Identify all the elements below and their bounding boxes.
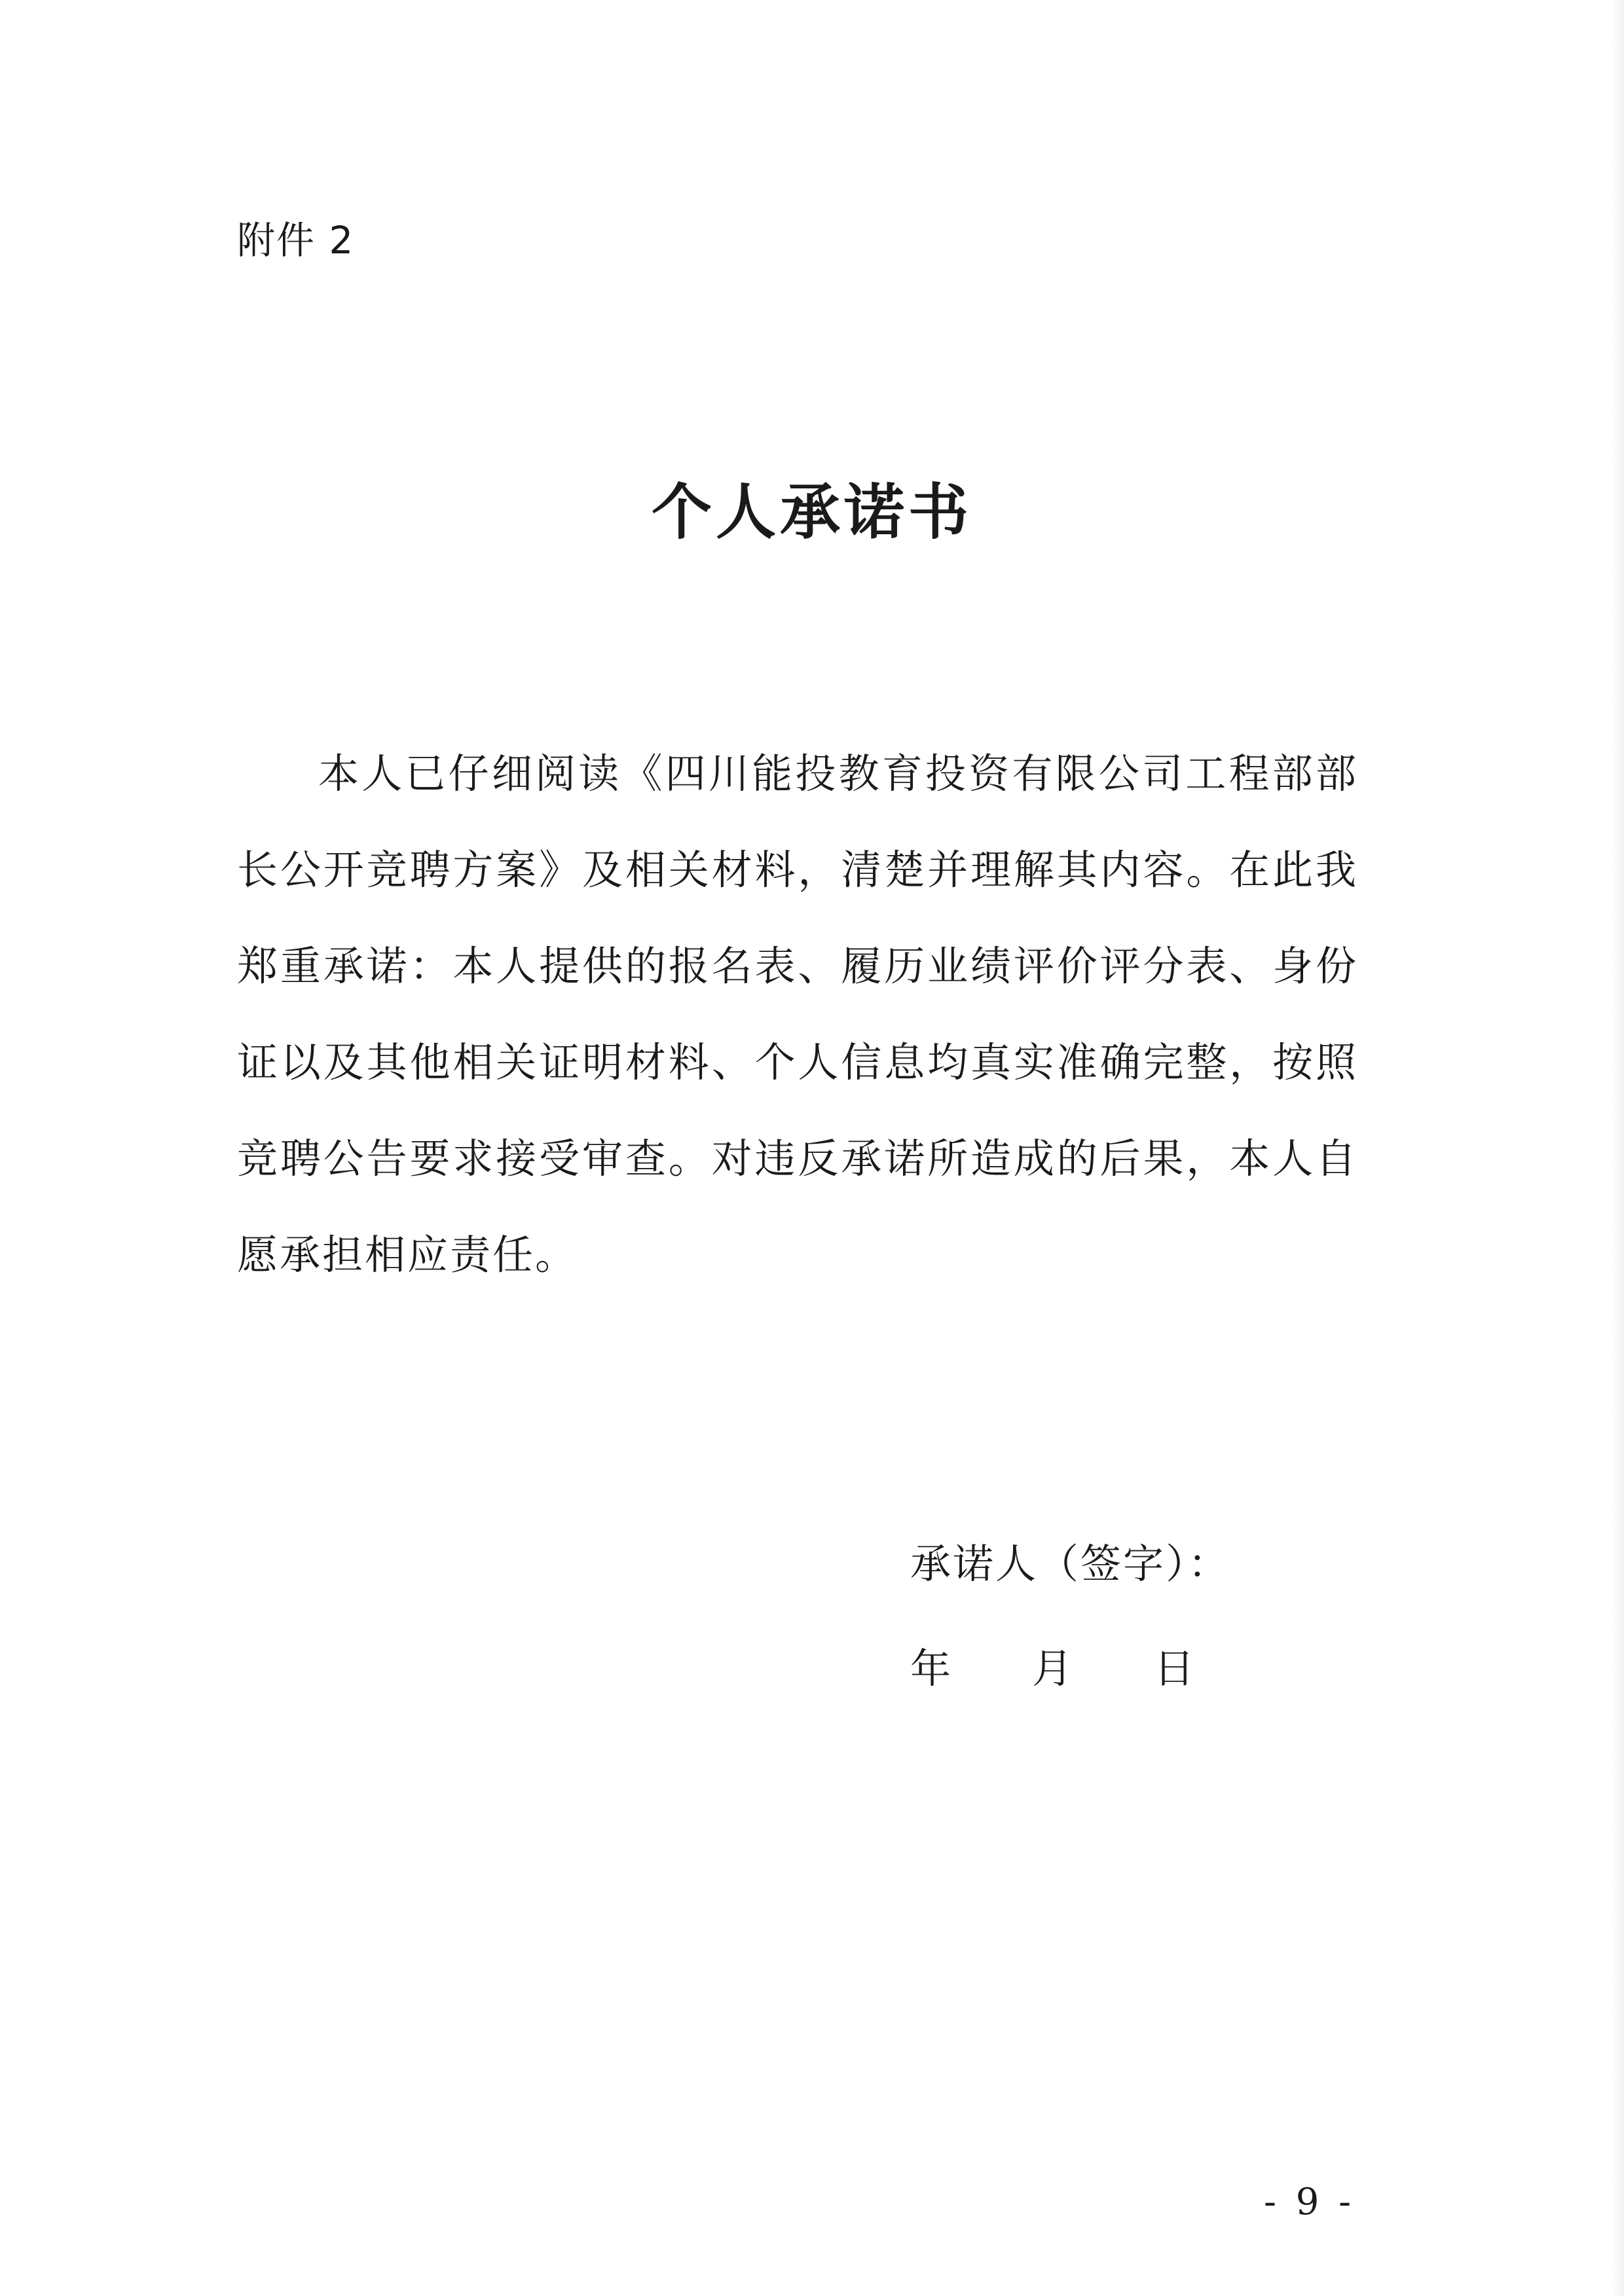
- page-number: - 9 -: [1264, 2181, 1356, 2223]
- signature-label: 承诺人（签字）：: [910, 1540, 1231, 1588]
- attachment-label: 附件 2: [237, 218, 355, 263]
- document-title: 个人承诺书: [651, 477, 972, 547]
- scan-edge-shadow: [1612, 0, 1624, 2296]
- commitment-body: 本人已仔细阅读《四川能投教育投资有限公司工程部部长公开竞聘方案》及相关材料，清楚并理解其内容。在此我郑重承诺：本人提供的报名表、履历业绩评价评分表、身份证以及其他相关证明材料、个人信息均真实准确完整，按照竞聘公告要求接受审查。对违反承诺所造成的后果，本人自愿承担相应责任。: [237, 750, 1358, 1279]
- date-year-label: 年: [910, 1645, 951, 1692]
- date-month-label: 月: [1032, 1645, 1073, 1692]
- date-day-label: 日: [1154, 1645, 1195, 1692]
